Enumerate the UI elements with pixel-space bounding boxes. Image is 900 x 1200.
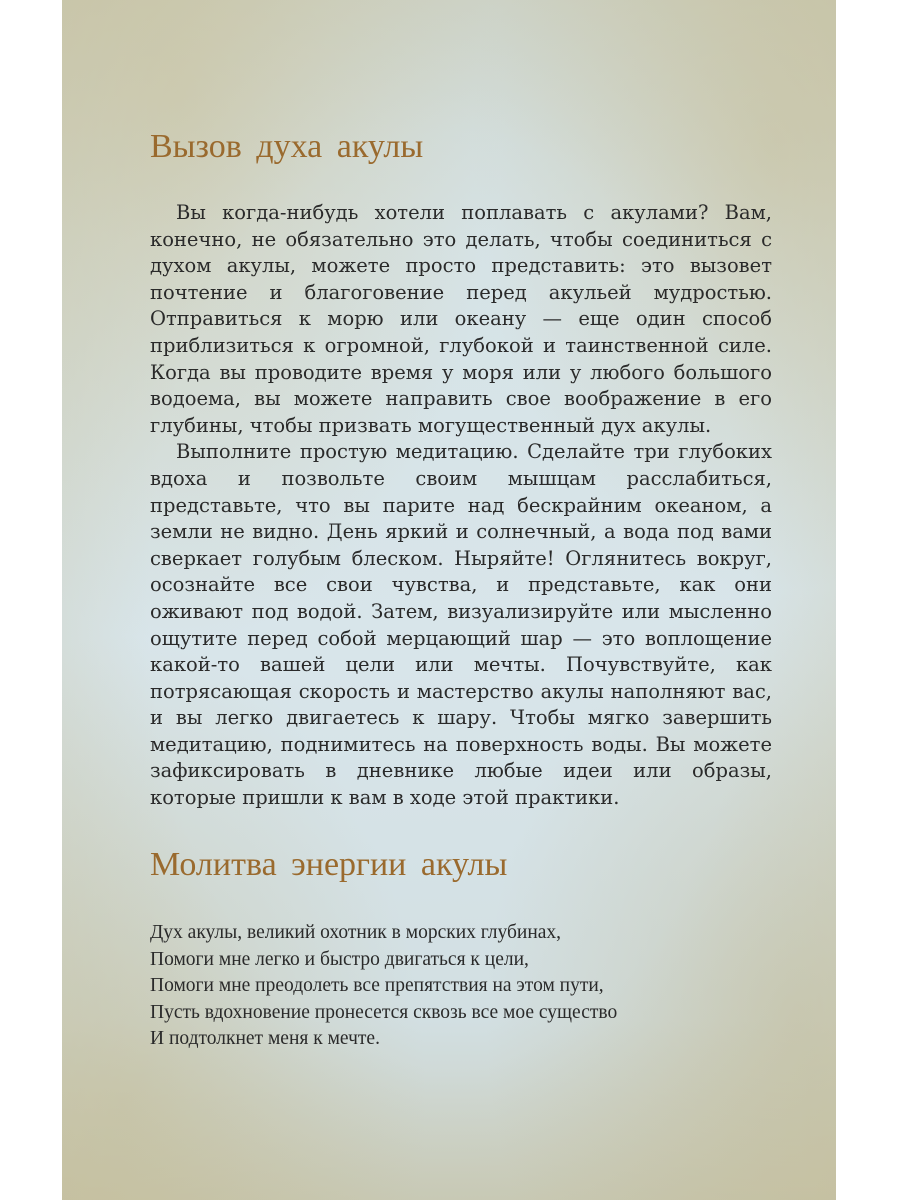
paragraph: Вы когда-нибудь хотели поплавать с акулами? Вам, конечно, не обязательно это делать, чтобы соединиться с духом акулы, можете просто представить: это вызовет почтение и благоговение перед акульей мудростью. Отправиться к морю или океану — еще один способ приблизиться к огромной, глубокой и таинственной силе. Когда вы проводите время у моря или у любого большого водоема, вы можете направить свое воображение в его глубины, чтобы призвать могущественный дух акулы.: [150, 201, 772, 437]
section-body: [150, 200, 772, 812]
prayer-line: И подтолкнет меня к мечте.: [150, 1028, 380, 1050]
prayer-line: Помоги мне преодолеть все препятствия на этом пути,: [150, 975, 604, 997]
paragraph: Выполните простую медитацию. Сделайте три глубоких вдоха и позвольте своим мышцам расслабиться, представьте, что вы парите над бескрайним океаном, а земли не видно. День яркий и солнечный, а вода под вами сверкает голубым блеском. Ныряйте! Оглянитесь вокруг, осознайте все свои чувства, и представьте, как они оживают под водой. Затем, визуализируйте или мысленно ощутите перед собой мерцающий шар — это воплощение какой-то вашей цели или мечты. Почувствуйте, как потрясающая скорость и мастерство акулы наполняют вас, и вы легко двигаетесь к шару. Чтобы мягко завершить медитацию, поднимитесь на поверхность воды. Вы можете зафиксировать в дневнике любые идеи или образы, которые пришли к вам в ходе этой практики.: [150, 440, 772, 810]
prayer-text: [150, 920, 790, 1053]
prayer-line: Дух акулы, великий охотник в морских глубинах,: [150, 922, 562, 943]
section-title-shark-spirit: Вызов духа акулы: [150, 128, 424, 165]
prayer-line: Помоги мне легко и быстро двигаться к цели,: [150, 948, 529, 970]
book-page: [62, 0, 836, 1200]
prayer-line: Пусть вдохновение пронесется сквозь все мое существо: [150, 1001, 618, 1023]
section-title-shark-prayer: Молитва энергии акулы: [150, 846, 508, 883]
